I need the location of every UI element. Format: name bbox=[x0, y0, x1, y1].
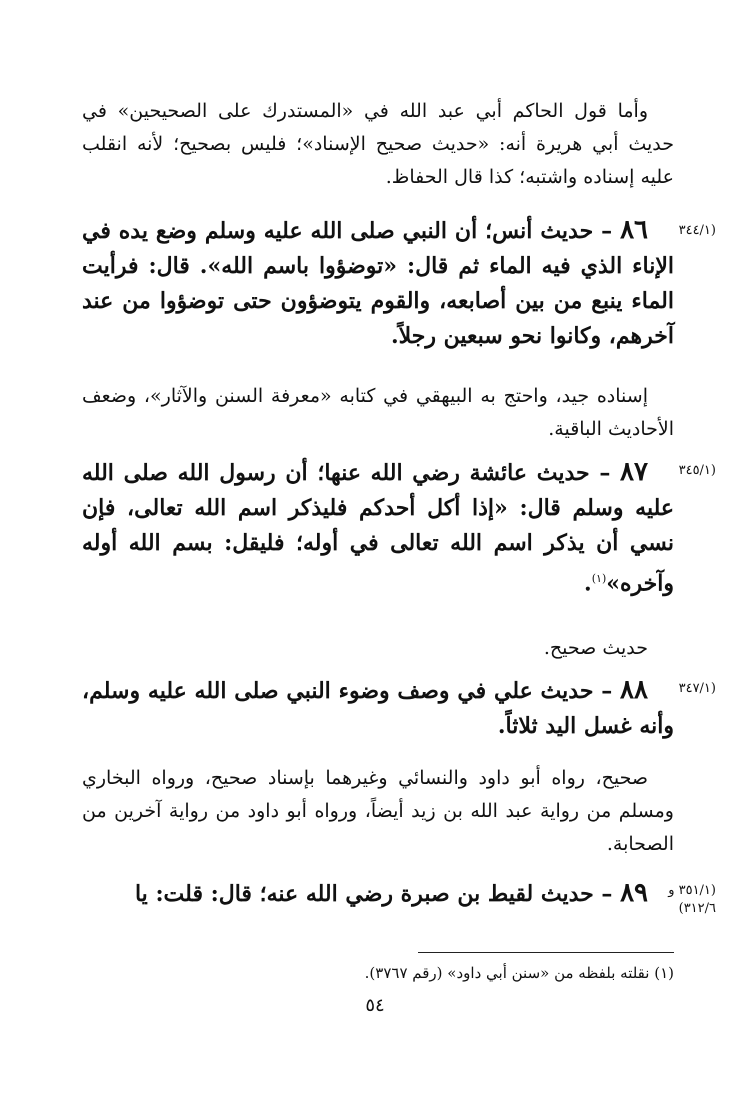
margin-reference-87: (٣٤٥/١ bbox=[678, 463, 716, 478]
hadith-88 bbox=[82, 673, 674, 744]
hadith-text: – حديث عائشة رضي الله عنها؛ أن رسول الله صلى الله عليه وسلم قال: «إذا أكل أحدكم فليذكر اسم الله تعالى، فإن نسي أن يذكر اسم الله تعالى في أوله؛ فليقل: بسم الله أوله وآخره» bbox=[82, 460, 674, 597]
hadith-text: – حديث علي في وصف وضوء النبي صلى الله عليه وسلم، وأنه غسل اليد ثلاثاً. bbox=[82, 678, 674, 739]
page-number: ٥٤ bbox=[365, 995, 385, 1016]
hadith-number: ٨٨ bbox=[620, 675, 648, 705]
hadith-89 bbox=[82, 876, 674, 912]
hadith-text: – حديث لقيط بن صبرة رضي الله عنه؛ قال: قلت: يا bbox=[134, 881, 613, 907]
commentary-87: حديث صحيح. bbox=[543, 637, 648, 659]
margin-reference-88: (٣٤٧/١ bbox=[678, 681, 716, 696]
margin-reference-89: (٣٥١/١ و ٣١٢/٦) bbox=[668, 883, 716, 916]
hadith-number: ٨٩ bbox=[620, 878, 648, 908]
footnote-divider bbox=[418, 952, 674, 953]
margin-reference-86: (٣٤٤/١ bbox=[678, 223, 716, 238]
hadith-number: ٨٧ bbox=[620, 457, 648, 487]
footnote: (١) نقلته بلفظه من «سنن أبي داود» (رقم ٣٧٦٧). bbox=[364, 964, 674, 982]
hadith-number: ٨٦ bbox=[620, 215, 648, 245]
commentary-88: صحيح، رواه أبو داود والنسائي وغيرهما بإسناد صحيح، ورواه البخاري ومسلم من رواية عبد الله بن زيد أيضاً، ورواه أبو داود من رواية آخرين من الصحابة. bbox=[82, 767, 674, 855]
hadith-87: ٨٧ – حديث عائشة رضي الله عنها؛ أن رسول الله صلى الله عليه وسلم قال: «إذا أكل أحدكم فليذكر اسم الله تعالى، فإن نسي أن يذكر اسم الله تعالى في أوله؛ فليقل: بسم الله أوله وآخره»$^{(١)}$. bbox=[82, 457, 674, 597]
hadith-text: – حديث أنس؛ أن النبي صلى الله عليه وسلم وضع يده في الإناء الذي فيه الماء ثم قال: «توضؤوا باسم الله». قال: فرأيت الماء ينبع من بين أصابعه، والقوم يتوضؤون حتى توضؤوا من عند آخرهم، وكانوا نحو سبعين رجلاً. bbox=[82, 218, 674, 349]
footnote-marker: (١) bbox=[591, 572, 607, 585]
intro-commentary: وأما قول الحاكم أبي عبد الله في «المستدرك على الصحيحين» في حديث أبي هريرة أنه: «حديث صحيح الإسناد»؛ فليس بصحيح؛ لأنه انقلب عليه إسناده واشتبه؛ كذا قال الحفاظ. bbox=[82, 100, 674, 188]
commentary-86: إسناده جيد، واحتج به البيهقي في كتابه «معرفة السنن والآثار»، وضعف الأحاديث الباقية. bbox=[82, 385, 674, 440]
hadith-86 bbox=[82, 213, 674, 354]
